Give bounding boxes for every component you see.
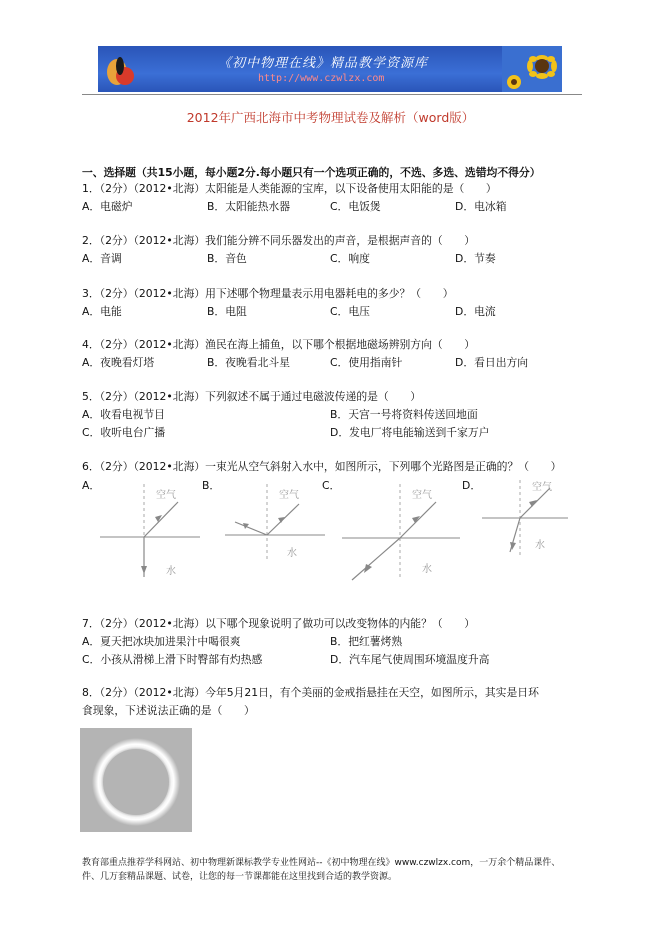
section-heading: 一、选择题（共15小题，每小题2分.每小题只有一个选项正确的，不选、多选、选错均不得分） xyxy=(82,166,541,179)
question-4-stem: 4．（2分）（2012•北海）渔民在海上捕鱼，以下哪个根据地磁场辨别方向（ ） xyxy=(82,338,476,351)
diagram-b-air-label: 空气 xyxy=(279,490,299,501)
diagram-a-air-label: 空气 xyxy=(156,490,176,501)
banner-url: http://www.czwlzx.com xyxy=(258,73,385,84)
light-path-diagram-c xyxy=(340,482,462,582)
sunflower-icon xyxy=(502,46,562,92)
question-3-option-c[interactable]: C．电压 xyxy=(330,305,370,318)
question-8-stem-continued: 食现象，下述说法正确的是（ ） xyxy=(82,704,255,717)
diagram-b-water-label: 水 xyxy=(287,548,297,559)
question-6-option-a[interactable]: A． xyxy=(82,479,101,492)
question-1-stem: 1．（2分）（2012•北海）太阳能是人类能源的宝库，以下设备使用太阳能的是（ ） xyxy=(82,182,497,195)
question-3-option-b[interactable]: B．电阻 xyxy=(207,305,247,318)
question-4-option-d[interactable]: D．看日出方向 xyxy=(455,356,529,369)
question-2-option-a[interactable]: A．音调 xyxy=(82,252,122,265)
light-path-diagram-b xyxy=(225,482,325,562)
question-6-stem: 6．（2分）（2012•北海）一束光从空气斜射入水中，如图所示，下列哪个光路图是正确的？（ ） xyxy=(82,460,562,473)
diagram-a-water-label: 水 xyxy=(166,566,176,577)
question-5-option-a[interactable]: A．收看电视节目 xyxy=(82,408,165,421)
question-7-option-a[interactable]: A．夏天把冰块加进果汁中喝很爽 xyxy=(82,635,241,648)
page-footer xyxy=(82,856,602,884)
diagram-d-air-label: 空气 xyxy=(532,482,552,493)
question-3-stem: 3．（2分）（2012•北海）用下述哪个物理量表示用电器耗电的多少？（ ） xyxy=(82,287,454,300)
header-divider xyxy=(82,94,582,95)
question-6-option-d[interactable]: D． xyxy=(462,479,482,492)
question-6-option-b[interactable]: B． xyxy=(202,479,221,492)
question-7-option-b[interactable]: B．把红薯烤熟 xyxy=(330,635,403,648)
diagram-c-water-label: 水 xyxy=(422,564,432,575)
question-2-stem: 2．（2分）（2012•北海）我们能分辨不同乐器发出的声音，是根据声音的（ ） xyxy=(82,234,476,247)
question-3-option-d[interactable]: D．电流 xyxy=(455,305,496,318)
light-path-diagram-a xyxy=(100,482,200,582)
question-7-stem: 7．（2分）（2012•北海）以下哪个现象说明了做功可以改变物体的内能？（ ） xyxy=(82,617,476,630)
header-banner[interactable] xyxy=(98,46,562,92)
annular-eclipse-image xyxy=(80,728,192,832)
question-1-option-d[interactable]: D．电冰箱 xyxy=(455,200,507,213)
question-5-stem: 5．（2分）（2012•北海）下列叙述不属于通过电磁波传递的是（ ） xyxy=(82,390,422,403)
question-5-option-c[interactable]: C．收听电台广播 xyxy=(82,426,166,439)
question-4-option-c[interactable]: C．使用指南针 xyxy=(330,356,403,369)
question-1-option-b[interactable]: B．太阳能热水器 xyxy=(207,200,290,213)
question-8-stem: 8．（2分）（2012•北海）今年5月21日，有个美丽的金戒指悬挂在天空，如图所示，其实是日环 xyxy=(82,686,539,699)
light-path-diagram-d xyxy=(480,478,570,558)
question-2-option-d[interactable]: D．节奏 xyxy=(455,252,496,265)
page-title: 2012年广西北海市中考物理试卷及解析（word版） xyxy=(186,110,475,125)
question-7-option-c[interactable]: C．小孩从滑梯上滑下时臀部有灼热感 xyxy=(82,653,263,666)
question-7-option-d[interactable]: D．汽车尾气使周围环境温度升高 xyxy=(330,653,490,666)
banner-title: 《初中物理在线》精品教学资源库 xyxy=(218,56,429,71)
footer-line-1: 教育部重点推荐学科网站、初中物理新课标教学专业性网站--《初中物理在线》www.czwlzx.com，一万余个精品课件、 xyxy=(82,858,561,868)
footer-line-2: 件、几万套精品课题、试卷，让您的每一节课都能在这里找到合适的教学资源。 xyxy=(82,872,398,882)
site-logo-icon xyxy=(102,50,140,88)
question-2-option-b[interactable]: B．音色 xyxy=(207,252,247,265)
question-5-option-b[interactable]: B．天宫一号将资料传送回地面 xyxy=(330,408,478,421)
question-5-option-d[interactable]: D．发电厂将电能输送到千家万户 xyxy=(330,426,490,439)
question-6-option-c[interactable]: C． xyxy=(322,479,341,492)
question-4-option-a[interactable]: A．夜晚看灯塔 xyxy=(82,356,155,369)
question-1-option-c[interactable]: C．电饭煲 xyxy=(330,200,381,213)
question-1-option-a[interactable]: A．电磁炉 xyxy=(82,200,133,213)
question-2-option-c[interactable]: C．响度 xyxy=(330,252,370,265)
question-4-option-b[interactable]: B．夜晚看北斗星 xyxy=(207,356,290,369)
diagram-c-air-label: 空气 xyxy=(412,490,432,501)
diagram-d-water-label: 水 xyxy=(535,540,545,551)
question-3-option-a[interactable]: A．电能 xyxy=(82,305,122,318)
